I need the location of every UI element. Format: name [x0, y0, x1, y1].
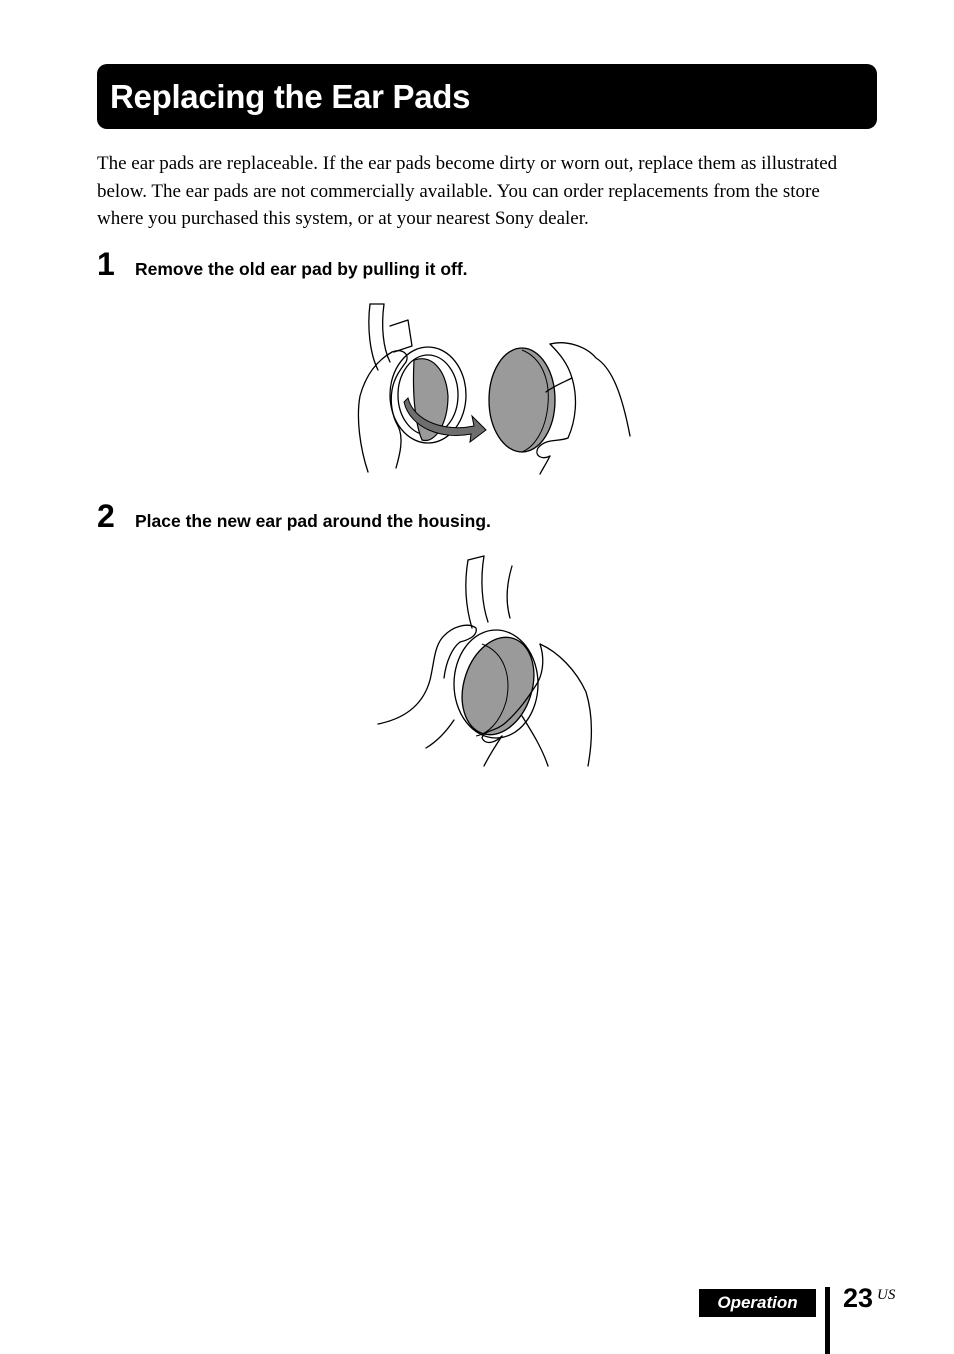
place-ear-pad-illustration — [372, 552, 602, 772]
intro-paragraph: The ear pads are replaceable. If the ear pads become dirty or worn out, replace them as illustrated below. The ear pads are not commercially available. You can order replacements from the store where you purchased this system, or at your nearest Sony dealer. — [97, 153, 838, 229]
left-hand-outline — [378, 625, 476, 724]
headband-outline — [466, 560, 472, 628]
step-2-number: 2 — [97, 498, 115, 534]
removed-ear-pad — [489, 348, 555, 452]
page-number-suffix: US — [877, 1287, 896, 1303]
step-1 — [97, 246, 468, 283]
page-title-bar — [97, 64, 877, 129]
footer-section-label: Operation — [699, 1289, 816, 1317]
page-title: Replacing the Ear Pads — [110, 77, 471, 115]
headband-outline — [369, 304, 378, 370]
remove-ear-pad-illustration — [350, 298, 640, 478]
right-hand-outline — [540, 644, 592, 766]
page-number: 23 — [843, 1283, 874, 1313]
step-1-text: Remove the old ear pad by pulling it off. — [135, 259, 468, 279]
footer-divider — [825, 1287, 830, 1354]
new-ear-pad — [450, 628, 546, 744]
step-2-text: Place the new ear pad around the housing. — [135, 511, 491, 531]
right-hand-outline — [550, 343, 630, 436]
step-1-number: 1 — [97, 246, 115, 282]
step-2 — [97, 498, 491, 535]
